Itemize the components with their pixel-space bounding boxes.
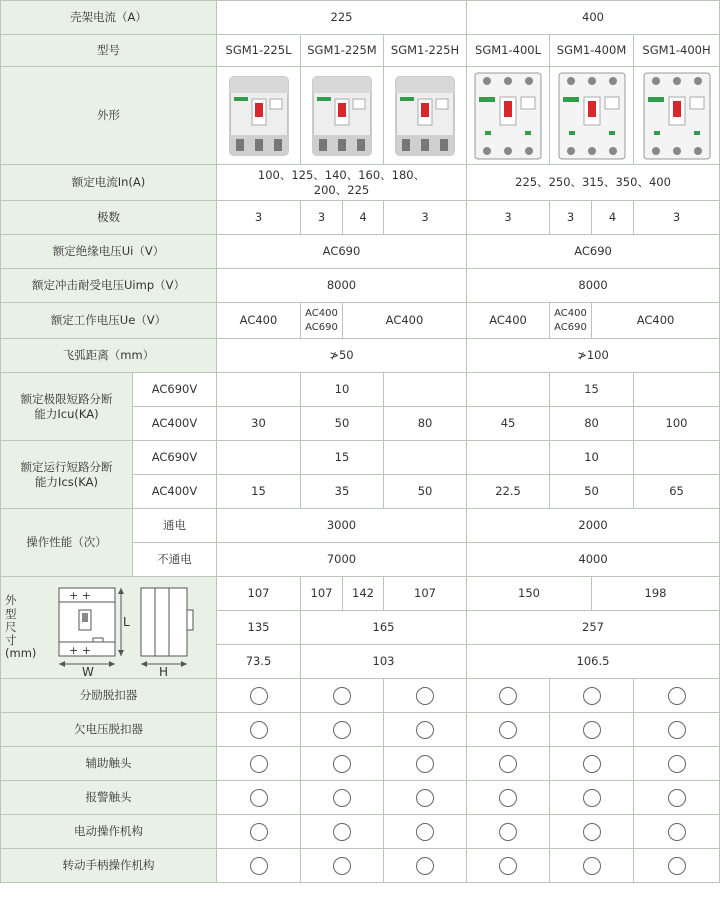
ics-cell [217,441,301,475]
frame-current-225: 225 [217,1,467,35]
option-circle-icon [416,823,434,841]
option-circle-icon [250,857,268,875]
dim-w-cell: 150 [467,577,592,611]
poles-cell: 3 [550,201,592,235]
working-voltage-cell: AC400 [217,303,301,339]
model-label: 型号 [1,35,217,67]
product-photo [301,67,384,165]
poles-cell: 3 [634,201,720,235]
accessory-label: 转动手柄操作机构 [1,849,217,883]
option-circle-icon [499,687,517,705]
working-voltage-cell: AC400 [592,303,720,339]
row-accessory [1,679,720,713]
row-model [1,35,720,67]
row-frame-current [1,1,720,35]
accessory-label: 欠电压脱扣器 [1,713,217,747]
row-operation-on [1,509,720,543]
icu-cell: 45 [467,407,550,441]
working-voltage-cell: AC690 [554,321,587,333]
operation-label: 操作性能（次） [1,509,133,577]
ics-label: 额定运行短路分断能力Ics(KA) [1,441,133,509]
appearance-label: 外形 [1,67,217,165]
option-circle-icon [333,721,351,739]
impulse-voltage-label: 额定冲击耐受电压Uimp（V） [1,269,217,303]
poles-cell: 3 [301,201,343,235]
working-voltage-dual [301,303,343,339]
option-circle-icon [499,755,517,773]
operation-cell: 3000 [217,509,467,543]
product-photo [467,67,550,165]
row-appearance [1,67,720,165]
accessory-label: 分励脱扣器 [1,679,217,713]
poles-cell: 4 [343,201,384,235]
dim-l-cell: 257 [467,611,720,645]
working-voltage-cell: AC400 [554,308,587,319]
ics-cell: 15 [301,441,384,475]
option-circle-icon [499,789,517,807]
impulse-voltage-400: 8000 [467,269,720,303]
option-circle-icon [499,721,517,739]
option-circle-icon [583,823,601,841]
model-cell: SGM1-400L [467,35,550,67]
working-voltage-cell: AC400 [343,303,467,339]
frame-current-label: 壳架电流（A） [1,1,217,35]
accessory-label: 电动操作机构 [1,815,217,849]
icu-cell: 30 [217,407,301,441]
option-circle-icon [416,857,434,875]
option-circle-icon [250,823,268,841]
row-dim-w [1,577,720,611]
option-circle-icon [583,687,601,705]
poles-cell: 3 [217,201,301,235]
option-circle-icon [668,687,686,705]
poles-cell: 3 [384,201,467,235]
option-circle-icon [499,823,517,841]
breaker-225-image [394,73,456,159]
working-voltage-cell: AC400 [467,303,550,339]
dimension-diagram [19,580,209,676]
dim-h-cell: 73.5 [217,645,301,679]
impulse-voltage-225: 8000 [217,269,467,303]
ics-voltage: AC690V [133,441,217,475]
option-circle-icon [416,755,434,773]
row-accessory [1,747,720,781]
frame-current-400: 400 [467,1,720,35]
dim-w-cell: 107 [301,577,343,611]
product-photo [550,67,634,165]
operation-type: 不通电 [133,543,217,577]
operation-cell: 7000 [217,543,467,577]
row-icu-690 [1,373,720,407]
insulation-voltage-label: 额定绝缘电压Ui（V） [1,235,217,269]
icu-cell: 10 [301,373,384,407]
dimensions-label: 外型尺寸(mm) [5,593,37,661]
option-circle-icon [250,721,268,739]
option-circle-icon [583,755,601,773]
product-photo [217,67,301,165]
option-circle-icon [668,823,686,841]
ics-cell: 10 [550,441,634,475]
icu-cell: 15 [550,373,634,407]
accessory-label: 辅助触头 [1,747,217,781]
ics-voltage: AC400V [133,475,217,509]
breaker-400-image [473,71,543,161]
ics-cell: 22.5 [467,475,550,509]
arc-distance-400: ≯100 [467,339,720,373]
dim-h-cell: 103 [301,645,467,679]
option-circle-icon [668,721,686,739]
dim-w-letter: W [82,664,94,676]
option-circle-icon [250,755,268,773]
row-insulation-voltage [1,235,720,269]
operation-cell: 2000 [467,509,720,543]
ics-cell: 50 [550,475,634,509]
svg-text:+ +: + + [69,643,91,657]
ics-cell: 15 [217,475,301,509]
dim-w-cell: 142 [343,577,384,611]
row-accessory [1,781,720,815]
breaker-400-image [642,71,712,161]
ics-cell [384,441,467,475]
option-circle-icon [250,789,268,807]
dim-w-cell: 198 [592,577,720,611]
option-circle-icon [668,857,686,875]
option-circle-icon [416,687,434,705]
dim-w-cell: 107 [384,577,467,611]
option-circle-icon [333,755,351,773]
option-circle-icon [668,755,686,773]
operation-type: 通电 [133,509,217,543]
row-accessory [1,849,720,883]
poles-cell: 3 [467,201,550,235]
row-ics-690 [1,441,720,475]
icu-cell [217,373,301,407]
product-photo [384,67,467,165]
svg-text:+ +: + + [69,588,91,602]
working-voltage-cell: AC400 [305,308,338,319]
icu-cell: 50 [301,407,384,441]
icu-cell [384,373,467,407]
poles-cell: 4 [592,201,634,235]
icu-label: 额定极限短路分断能力Icu(KA) [1,373,133,441]
breaker-400-image [557,71,627,161]
model-cell: SGM1-225L [217,35,301,67]
breaker-225-image [228,73,290,159]
model-cell: SGM1-225H [384,35,467,67]
option-circle-icon [583,789,601,807]
icu-cell [634,373,720,407]
icu-cell: 80 [384,407,467,441]
option-circle-icon [499,857,517,875]
dim-h-cell: 106.5 [467,645,720,679]
model-cell: SGM1-400M [550,35,634,67]
dim-l-cell: 135 [217,611,301,645]
model-cell: SGM1-225M [301,35,384,67]
breaker-225-image [311,73,373,159]
icu-voltage: AC690V [133,373,217,407]
icu-cell: 80 [550,407,634,441]
option-circle-icon [333,789,351,807]
icu-cell: 100 [634,407,720,441]
option-circle-icon [333,823,351,841]
dim-h-letter: H [159,664,169,676]
row-impulse-voltage [1,269,720,303]
option-circle-icon [668,789,686,807]
option-circle-icon [333,857,351,875]
option-circle-icon [250,687,268,705]
row-accessory [1,713,720,747]
icu-cell [467,373,550,407]
dimensions-label-cell [1,577,217,679]
accessory-label: 报警触头 [1,781,217,815]
row-accessory [1,815,720,849]
ics-cell [634,441,720,475]
product-photo [634,67,720,165]
insulation-voltage-225: AC690 [217,235,467,269]
insulation-voltage-400: AC690 [467,235,720,269]
ics-cell: 65 [634,475,720,509]
option-circle-icon [583,721,601,739]
working-voltage-label: 额定工作电压Ue（V） [1,303,217,339]
rated-current-225: 100、125、140、160、180、200、225 [217,165,467,201]
dim-l-cell: 165 [301,611,467,645]
arc-distance-225: ≯50 [217,339,467,373]
option-circle-icon [333,687,351,705]
icu-voltage: AC400V [133,407,217,441]
row-arc-distance [1,339,720,373]
poles-label: 极数 [1,201,217,235]
option-circle-icon [416,789,434,807]
ics-cell: 35 [301,475,384,509]
row-working-voltage [1,303,720,339]
ics-cell [467,441,550,475]
model-cell: SGM1-400H [634,35,720,67]
rated-current-label: 额定电流In(A) [1,165,217,201]
row-poles [1,201,720,235]
operation-cell: 4000 [467,543,720,577]
arc-distance-label: 飞弧距离（mm） [1,339,217,373]
dim-l-letter: L [123,614,130,629]
option-circle-icon [416,721,434,739]
option-circle-icon [583,857,601,875]
row-rated-current [1,165,720,201]
working-voltage-dual [550,303,592,339]
rated-current-400: 225、250、315、350、400 [467,165,720,201]
working-voltage-cell: AC690 [305,321,338,333]
dim-w-cell: 107 [217,577,301,611]
ics-cell: 50 [384,475,467,509]
